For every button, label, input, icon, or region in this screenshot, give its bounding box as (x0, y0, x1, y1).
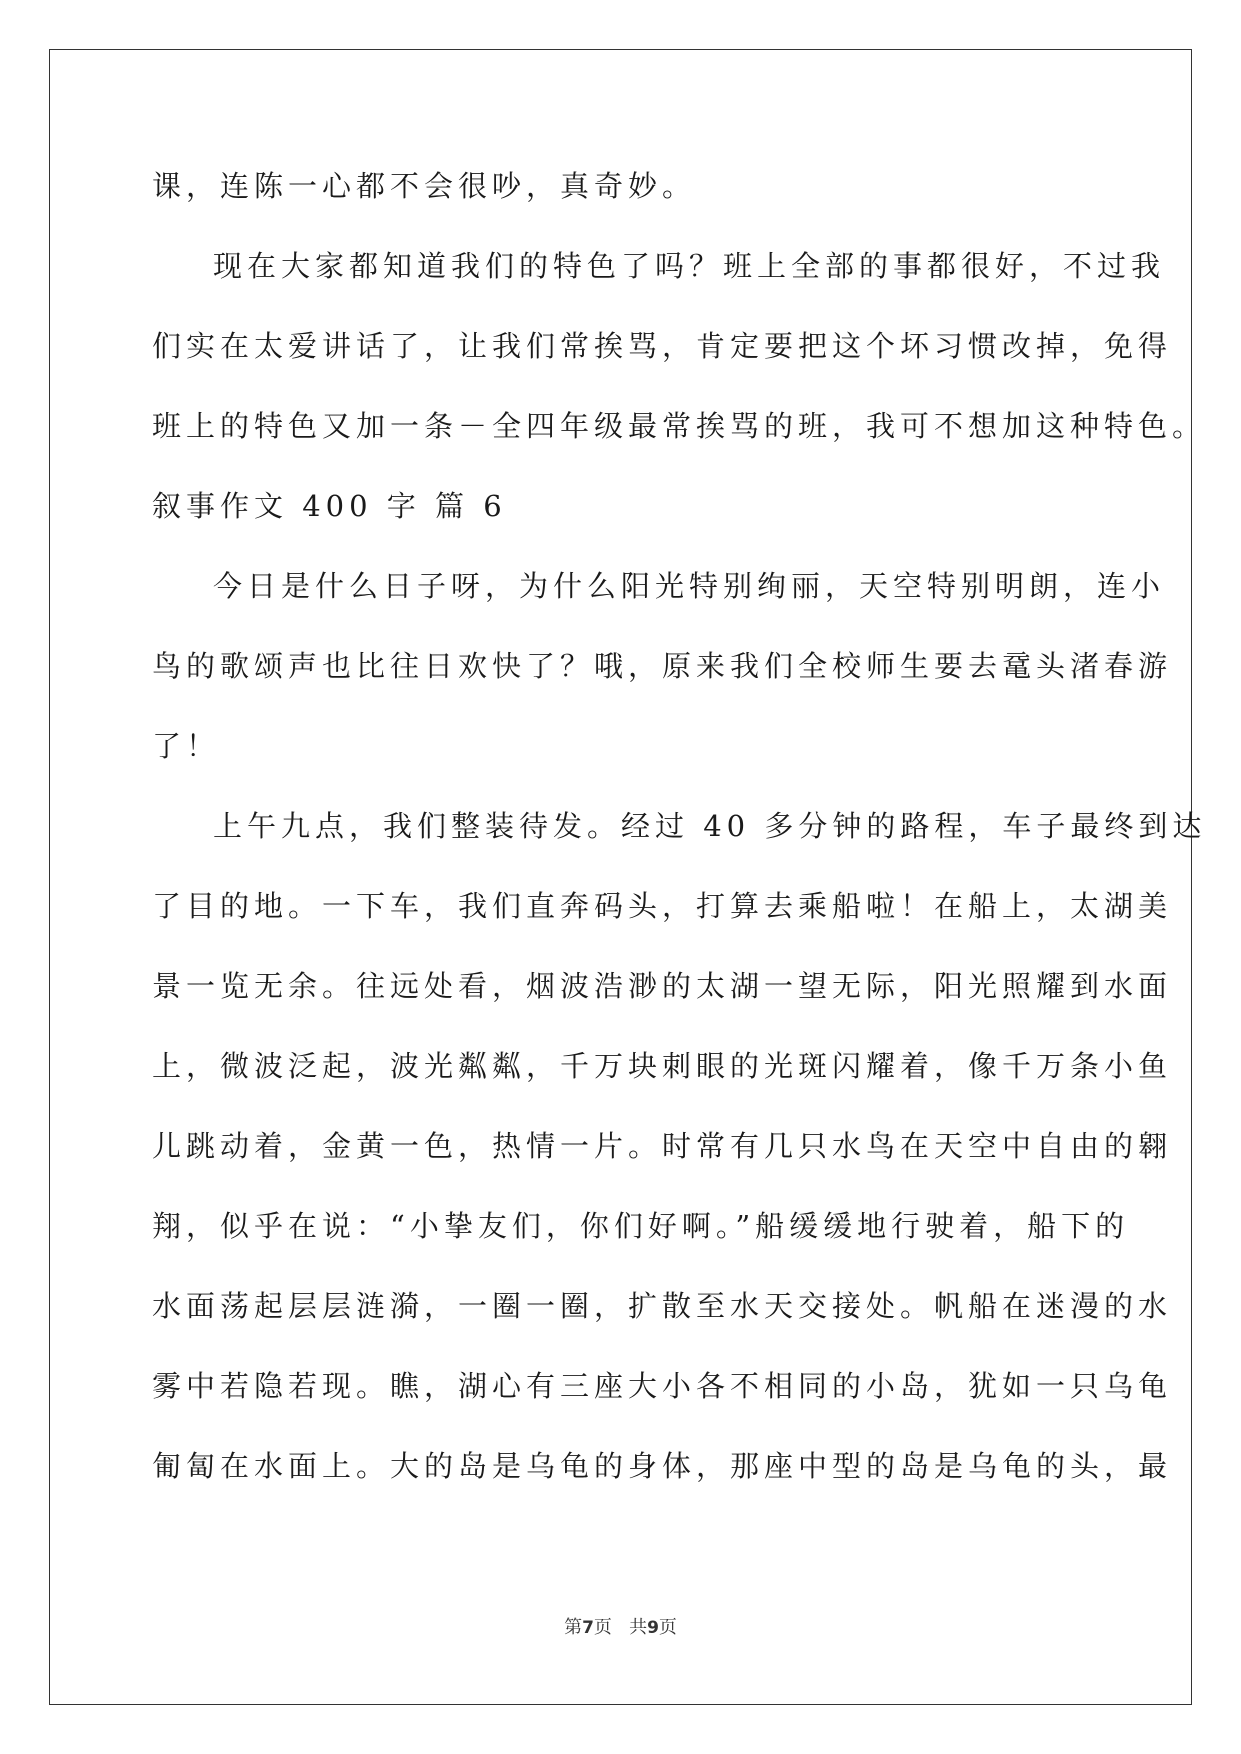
section-heading: 叙事作文 400 字 篇 6 (152, 489, 507, 523)
text-line: 了目的地。一下车，我们直奔码头，打算去乘船啦！在船上，太湖美 (152, 889, 1173, 923)
text-line: 了！ (152, 729, 221, 763)
text-line: 上，微波泛起，波光粼粼，千万块刺眼的光斑闪耀着，像千万条小鱼 (152, 1049, 1173, 1083)
document-body (152, 166, 1207, 1526)
text-line: 今日是什么日子呀，为什么阳光特别绚丽，天空特别明朗，连小 (213, 569, 1166, 603)
footer-total-suffix: 页 (658, 1617, 677, 1638)
footer-page-suffix: 页 (593, 1617, 612, 1638)
text-line: 班上的特色又加一条－全四年级最常挨骂的班，我可不想加这种特色。 (152, 409, 1207, 443)
text-line: 匍匐在水面上。大的岛是乌龟的身体，那座中型的岛是乌龟的头，最 (152, 1449, 1173, 1483)
text-line: 翔，似乎在说：“小挚友们，你们好啊。”船缓缓地行驶着，船下的 (152, 1209, 1130, 1243)
text-line: 课，连陈一心都不会很吵，真奇妙。 (152, 169, 697, 203)
text-line: 们实在太爱讲话了，让我们常挨骂，肯定要把这个坏习惯改掉，免得 (152, 329, 1173, 363)
footer-prefix: 第 (564, 1617, 583, 1638)
text-line: 上午九点，我们整装待发。经过 40 多分钟的路程，车子最终到达 (213, 809, 1207, 843)
text-line: 儿跳动着，金黄一色，热情一片。时常有几只水鸟在天空中自由的翱 (152, 1129, 1173, 1163)
text-line: 雾中若隐若现。瞧，湖心有三座大小各不相同的小岛，犹如一只乌龟 (152, 1369, 1173, 1403)
page-footer (0, 1613, 1241, 1639)
footer-total-prefix: 共 (629, 1617, 648, 1638)
page-number: 7 (582, 1618, 594, 1638)
text-line: 水面荡起层层涟漪，一圈一圈，扩散至水天交接处。帆船在迷漫的水 (152, 1289, 1173, 1323)
text-line: 现在大家都知道我们的特色了吗？班上全部的事都很好，不过我 (213, 249, 1166, 283)
text-line: 鸟的歌颂声也比往日欢快了？哦，原来我们全校师生要去鼋头渚春游 (152, 649, 1173, 683)
text-line: 景一览无余。往远处看，烟波浩渺的太湖一望无际，阳光照耀到水面 (152, 969, 1173, 1003)
total-pages: 9 (647, 1618, 659, 1638)
